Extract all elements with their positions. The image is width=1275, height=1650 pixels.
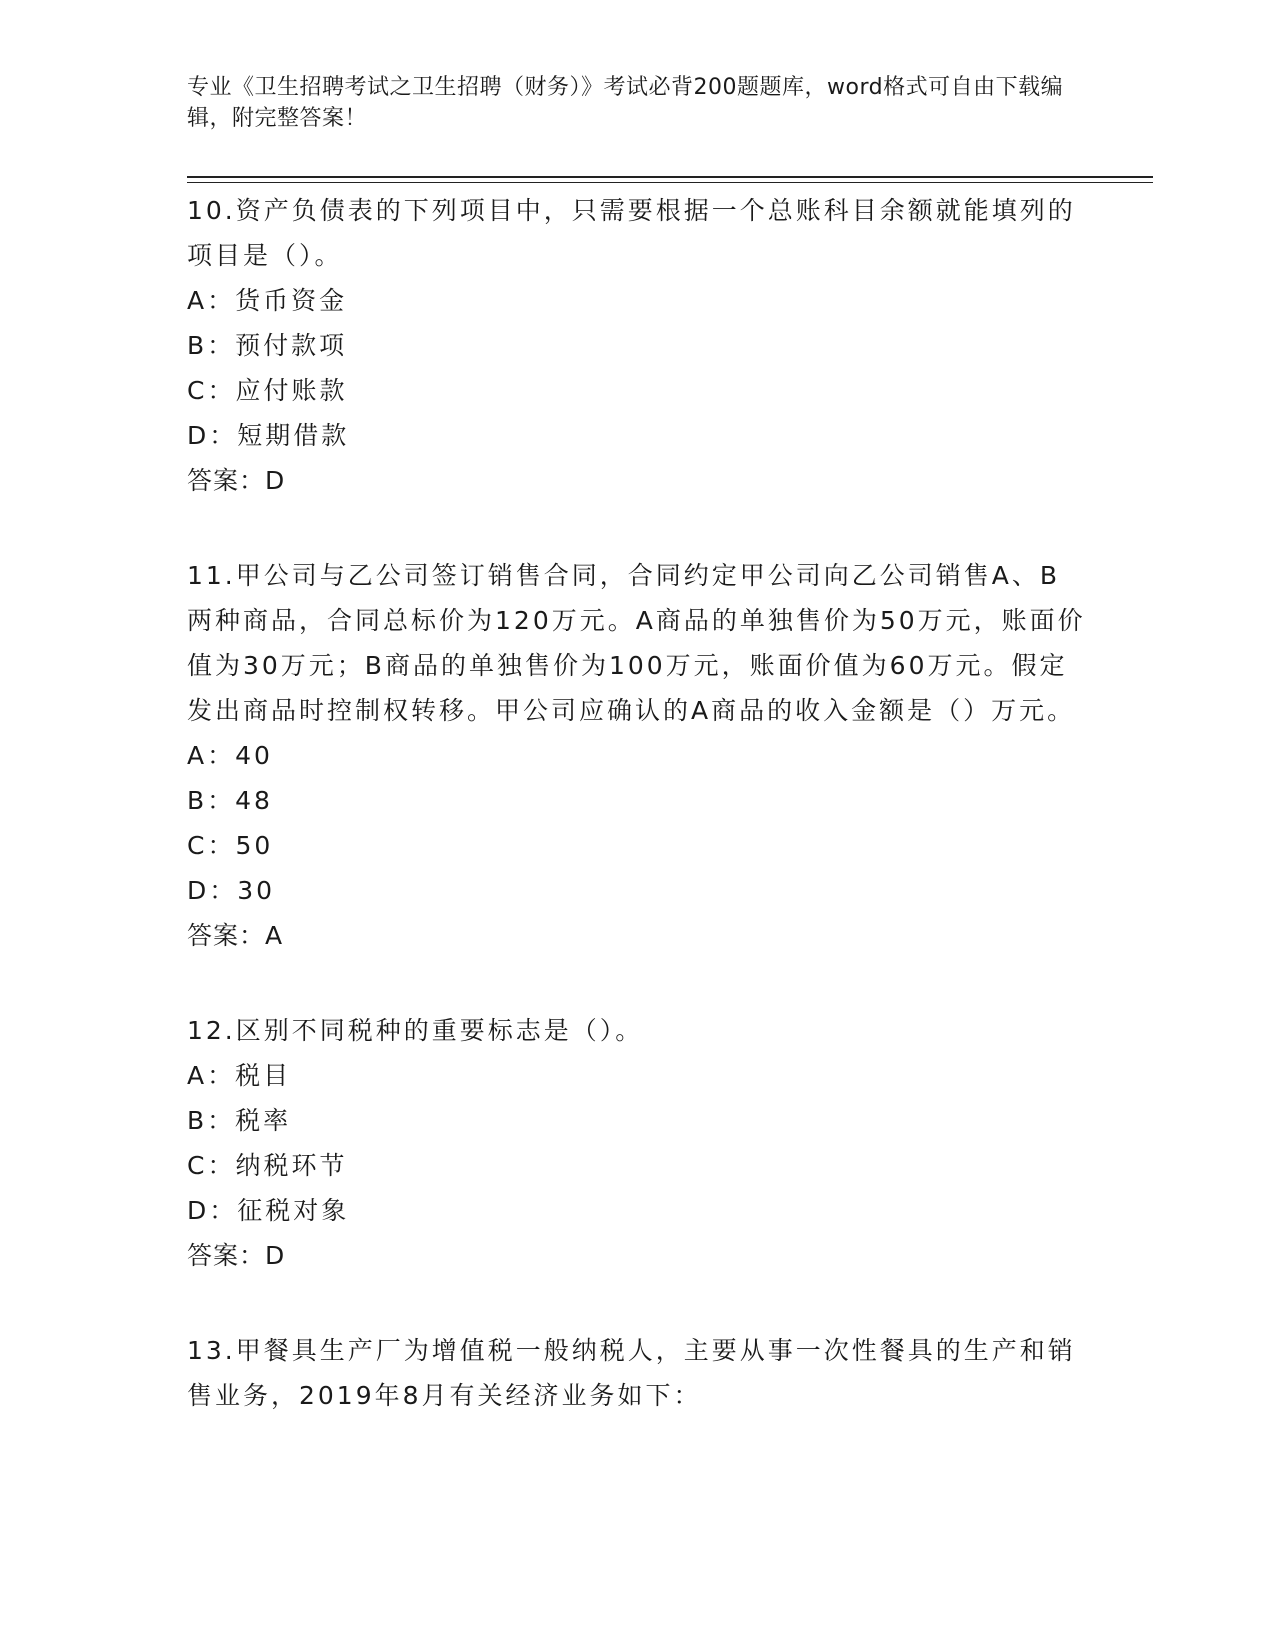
option-b: B：48: [187, 786, 273, 815]
question-text: 12.区别不同税种的重要标志是（）。: [187, 1016, 644, 1045]
option-a: A：货币资金: [187, 286, 348, 315]
option-a: A：40: [187, 741, 273, 770]
question-11: [187, 553, 1087, 958]
option-a: A：税目: [187, 1061, 292, 1090]
question-text: 11.甲公司与乙公司签订销售合同，合同约定甲公司向乙公司销售A、B两种商品，合同总标价为120万元。A商品的单独售价为50万元，账面价值为30万元；B商品的单独售价为100万元，账面价值为60万元。假定发出商品时控制权转移。甲公司应确认的A商品的收入金额是（）万元。: [187, 561, 1086, 725]
question-12: [187, 1008, 1087, 1278]
option-b: B：预付款项: [187, 331, 348, 360]
option-d: D：30: [187, 876, 276, 905]
question-spacer: [187, 1278, 1087, 1328]
document-header: 专业《卫生招聘考试之卫生招聘（财务）》考试必背200题题库，word格式可自由下载编辑，附完整答案！: [187, 75, 1064, 131]
question-spacer: [187, 503, 1087, 553]
question-text: 13.甲餐具生产厂为增值税一般纳税人，主要从事一次性餐具的生产和销售业务，2019年8月有关经济业务如下：: [187, 1336, 1076, 1410]
question-spacer: [187, 958, 1087, 1008]
question-13: [187, 1328, 1087, 1418]
option-c: C：纳税环节: [187, 1151, 348, 1180]
option-c: C：应付账款: [187, 376, 348, 405]
option-d: D：短期借款: [187, 421, 350, 450]
answer-line: 答案：D: [187, 466, 286, 495]
header-divider-thick: [187, 176, 1153, 178]
option-b: B：税率: [187, 1106, 292, 1135]
question-list: [187, 188, 1087, 1418]
option-c: C：50: [187, 831, 274, 860]
answer-line: 答案：D: [187, 1241, 286, 1270]
answer-line: 答案：A: [187, 921, 284, 950]
question-10: [187, 188, 1087, 503]
header-divider-thin: [187, 182, 1153, 183]
question-text: 10.资产负债表的下列项目中，只需要根据一个总账科目余额就能填列的项目是（）。: [187, 196, 1076, 270]
option-d: D：征税对象: [187, 1196, 350, 1225]
